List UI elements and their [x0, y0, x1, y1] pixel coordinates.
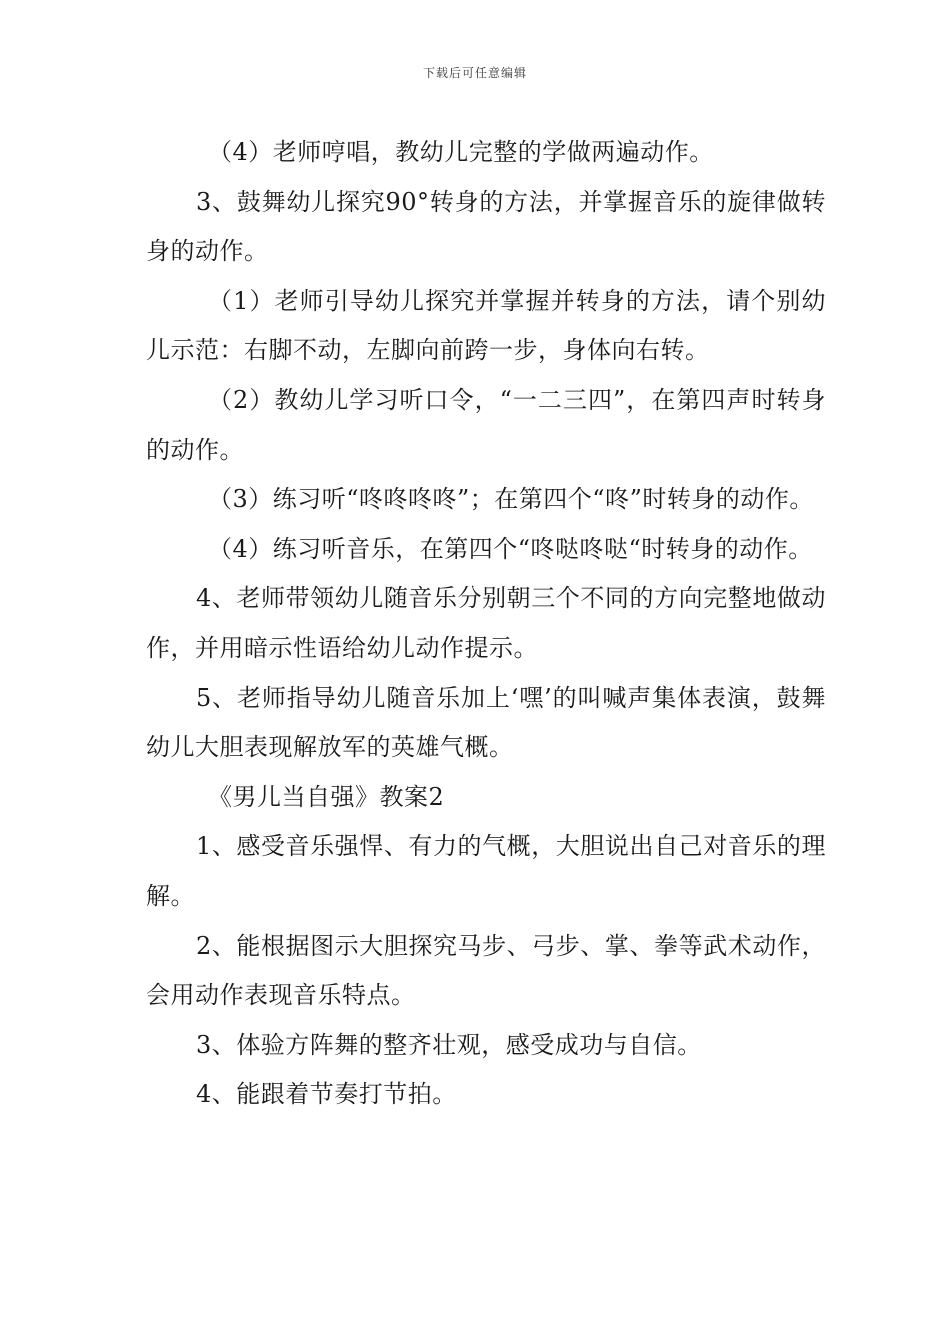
paragraph: 3、体验方阵舞的整齐壮观，感受成功与自信。 [196, 1030, 702, 1059]
paragraph: （4）老师哼唱，教幼儿完整的学做两遍动作。 [208, 138, 714, 166]
paragraph: （2）教幼儿学习听口令，“一二三四”，在第四声时转身的动作。 [146, 385, 826, 464]
paragraph: （4）练习听音乐，在第四个“咚哒咚哒“时转身的动作。 [208, 534, 813, 563]
page-header: 下载后可任意编辑 [422, 66, 527, 80]
paragraph: 4、老师带领幼儿随音乐分别朝三个不同的方向完整地做动作，并用暗示性语给幼儿动作提示。 [146, 584, 826, 662]
paragraph: （3）练习听“咚咚咚咚”；在第四个“咚”时转身的动作。 [208, 485, 814, 514]
paragraph: （1）老师引导幼儿探究并掌握并转身的方法，请个别幼儿示范：右脚不动，左脚向前跨一步，身体向右转。 [146, 286, 826, 365]
paragraph: 1、感受音乐强悍、有力的气概，大胆说出自己对音乐的理解。 [146, 832, 826, 910]
paragraph: 5、老师指导幼儿随音乐加上‘嘿’的叫喊声集体表演，鼓舞幼儿大胆表现解放军的英雄气概。 [146, 683, 826, 762]
section-title: 《男儿当自强》教案2 [208, 782, 445, 811]
paragraph: 3、鼓舞幼儿探究90°转身的方法，并掌握音乐的旋律做转身的动作。 [146, 187, 826, 266]
paragraph: 4、能跟着节奏打节拍。 [196, 1080, 457, 1109]
document-body [146, 128, 826, 1120]
paragraph: 2、能根据图示大胆探究马步、弓步、掌、拳等武术动作，会用动作表现音乐特点。 [146, 931, 826, 1010]
